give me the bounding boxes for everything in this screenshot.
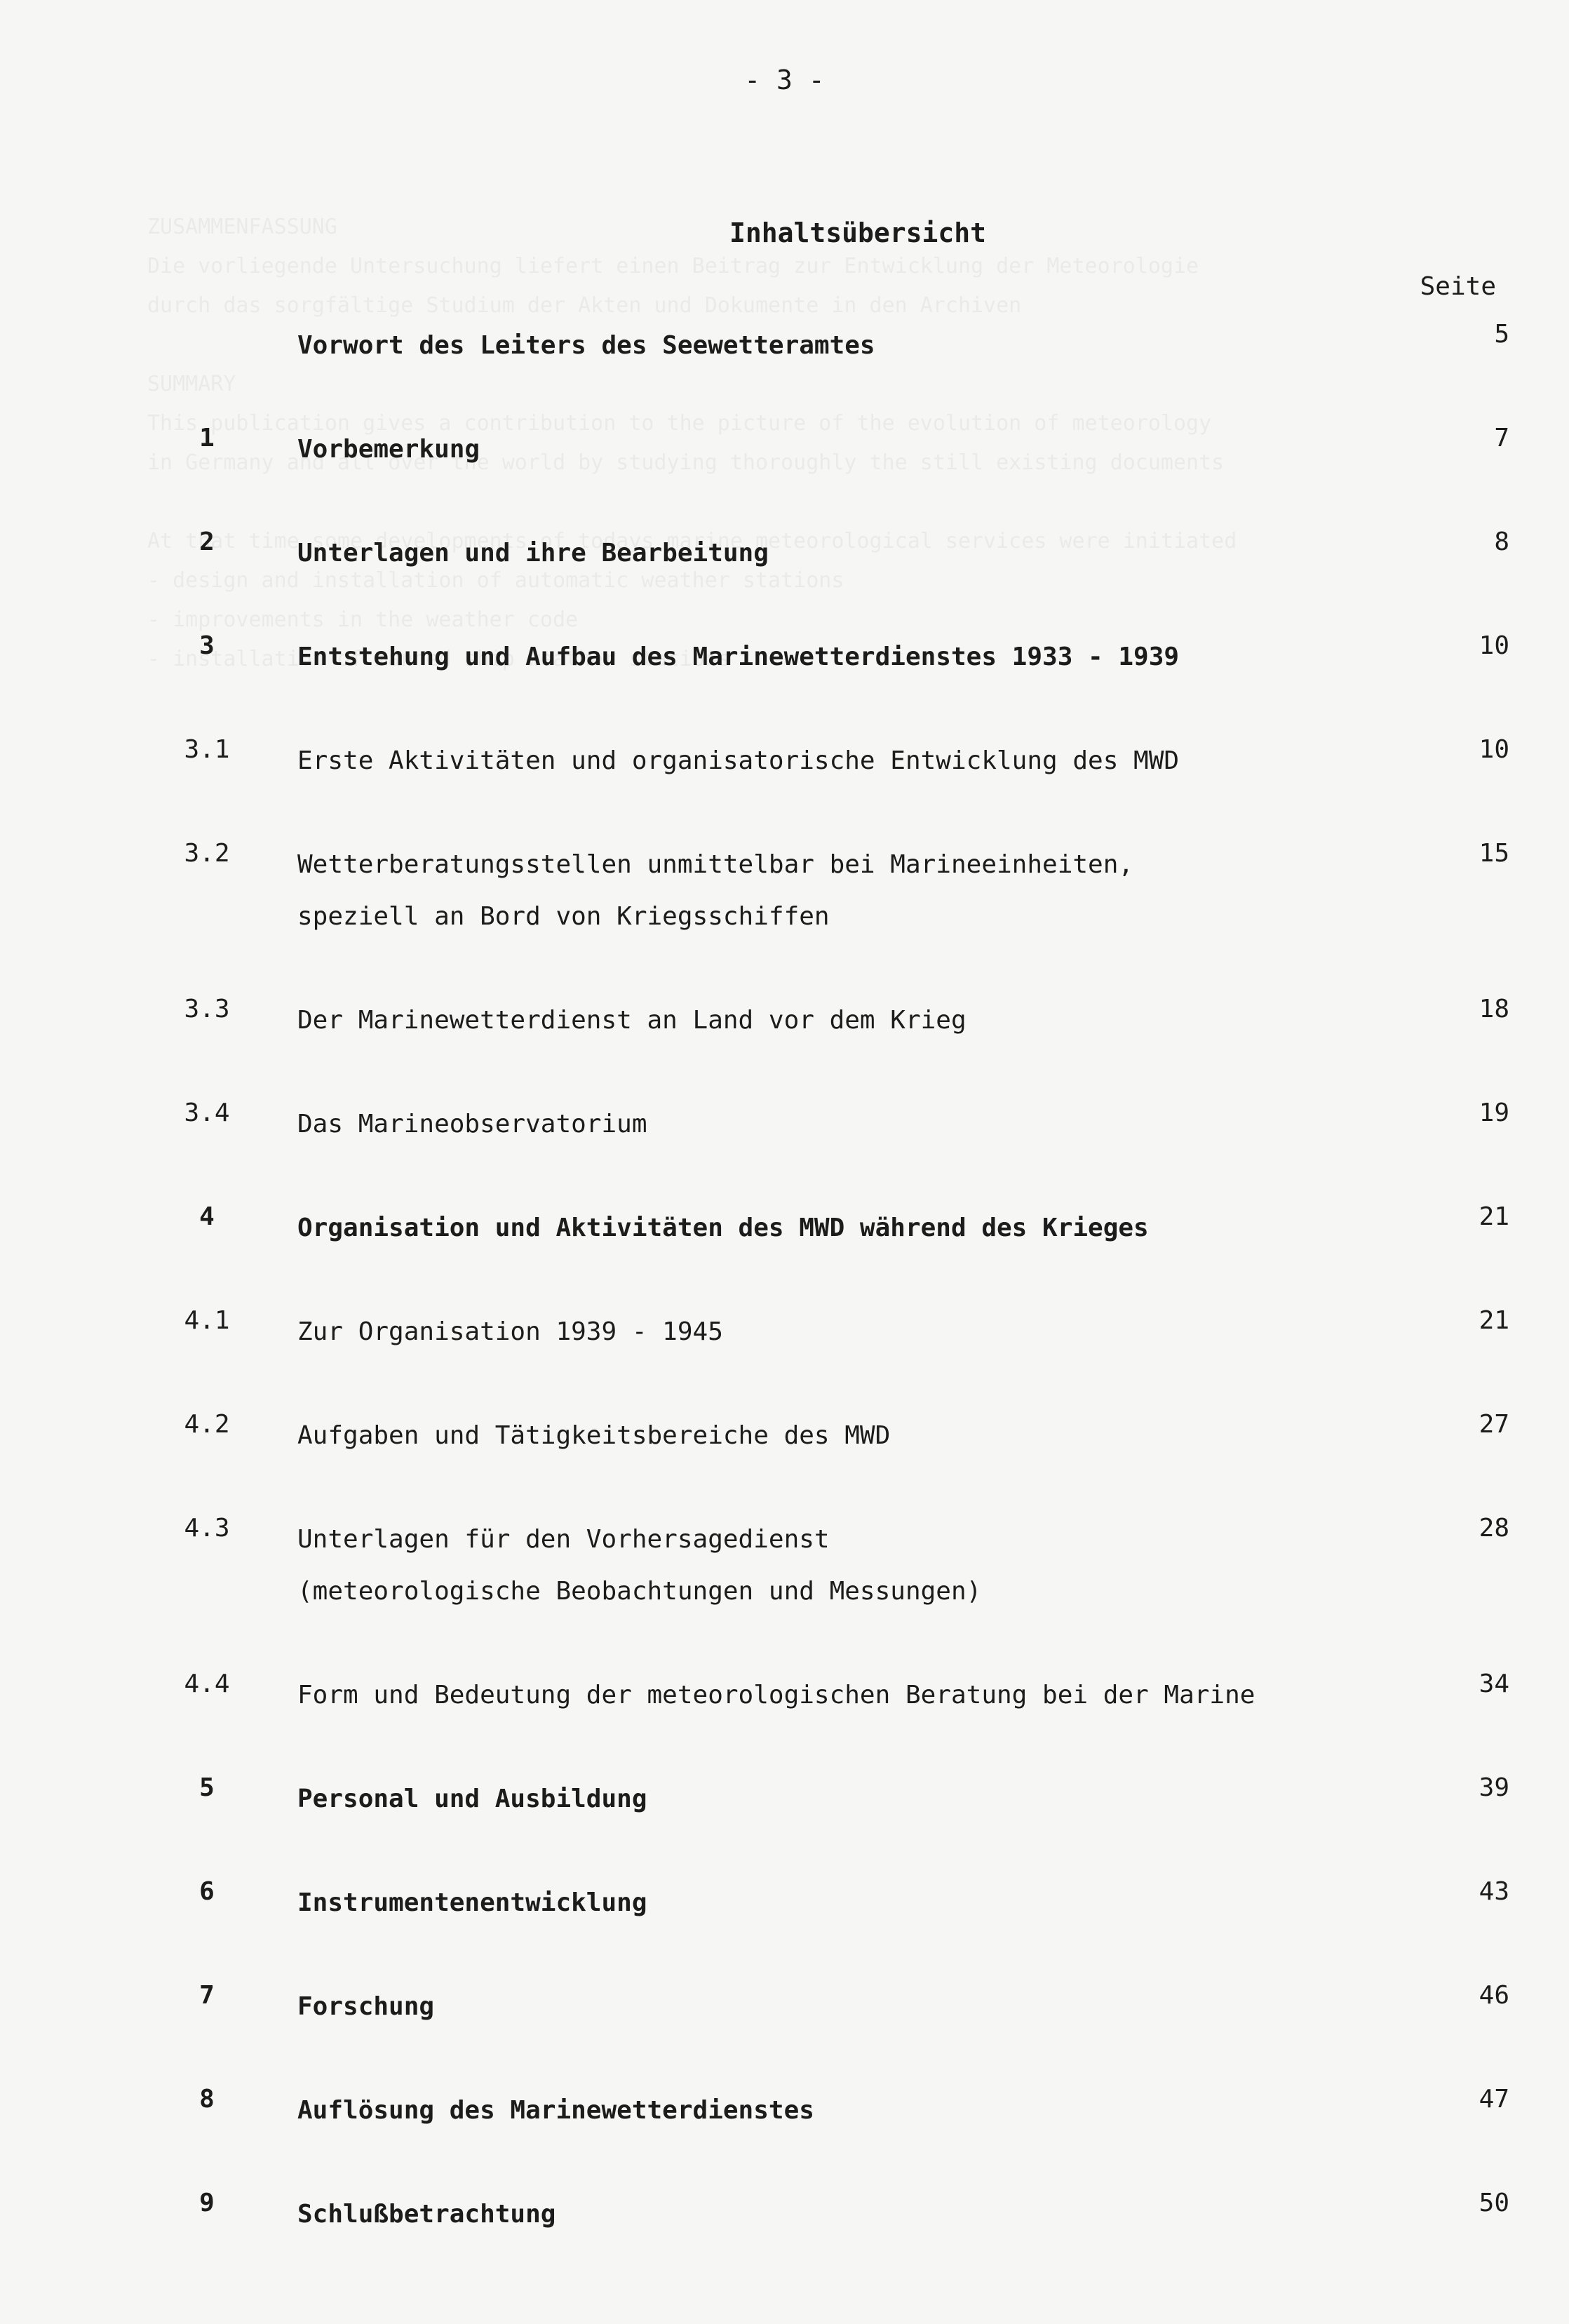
toc-entry-number: 8: [199, 2085, 215, 2114]
toc-entry-page: 7: [1494, 424, 1509, 452]
toc-entry-title-line: Schlußbetrachtung: [297, 2200, 556, 2229]
toc-entry-title: [297, 839, 1420, 943]
toc-entry-page: 10: [1479, 735, 1509, 764]
toc-entry-title: [297, 1877, 1420, 1929]
toc-entry-number: 4: [199, 1202, 215, 1231]
toc-entry-number: 1: [199, 424, 215, 452]
toc-entry-page: 10: [1479, 631, 1509, 660]
toc-entry-title: [297, 424, 1420, 476]
toc-entry-number: 6: [199, 1877, 215, 1906]
toc-entry-page: 28: [1479, 1514, 1509, 1543]
toc-entry-number: 4.3: [184, 1514, 230, 1543]
toc-entry-number: 5: [199, 1773, 215, 1802]
toc-entry-title: [297, 631, 1420, 683]
toc-entry-page: 27: [1479, 1410, 1509, 1439]
toc-entry-page: 21: [1479, 1202, 1509, 1231]
toc-entry-title-line: Wetterberatungsstellen unmittelbar bei Marineeinheiten,: [297, 850, 1134, 879]
toc-entry-title-line: Das Marineobservatorium: [297, 1110, 647, 1139]
toc-entry-number: 4.2: [184, 1410, 230, 1439]
toc-entry-page: 43: [1479, 1877, 1509, 1906]
page-title: Inhaltsübersicht: [729, 217, 987, 248]
toc-entry-title-line: Erste Aktivitäten und organisatorische Entwicklung des MWD: [297, 746, 1180, 775]
toc-entry-number: 9: [199, 2189, 215, 2217]
toc-entry-title-line: Vorwort des Leiters des Seewetteramtes: [297, 331, 875, 360]
toc-entry-title-line: Personal und Ausbildung: [297, 1785, 647, 1813]
toc-entry-number: 7: [199, 1981, 215, 2010]
toc-entry-title: [297, 995, 1420, 1047]
toc-entry-title: [297, 528, 1420, 579]
toc-entry-title-line: Auflösung des Marinewetterdienstes: [297, 2096, 814, 2125]
toc-entry-title: [297, 1099, 1420, 1150]
toc-entry-title: [297, 2085, 1420, 2137]
toc-entry-number: 4.1: [184, 1306, 230, 1335]
toc-entry-page: 46: [1479, 1981, 1509, 2010]
toc-entry-number: 4.4: [184, 1670, 230, 1698]
toc-entry-title-line: Unterlagen und ihre Bearbeitung: [297, 539, 769, 567]
toc-entry-page: 19: [1479, 1099, 1509, 1127]
toc-entry-title: [297, 320, 1420, 372]
toc-entry-title: [297, 1773, 1420, 1825]
toc-entry-title-line: Form und Bedeutung der meteorologischen Beratung bei der Marine: [297, 1681, 1255, 1710]
toc-entry-number: 3.4: [184, 1099, 230, 1127]
toc-entry-number: 3.3: [184, 995, 230, 1023]
toc-entry-title-line: Instrumentenentwicklung: [297, 1888, 647, 1917]
toc-entry-title-line: speziell an Bord von Kriegsschiffen: [297, 902, 830, 931]
toc-entry-title: [297, 1202, 1420, 1254]
toc-entry-number: 2: [199, 528, 215, 556]
toc-entry-page: 18: [1479, 995, 1509, 1023]
toc-entry-title: [297, 1306, 1420, 1358]
toc-entry-number: 3: [199, 631, 215, 660]
toc-entry-title: [297, 1514, 1420, 1618]
toc-entry-page: 47: [1479, 2085, 1509, 2114]
toc-entry-number: 3.2: [184, 839, 230, 868]
toc-entry-title: [297, 1410, 1420, 1462]
toc-entry-page: 5: [1494, 320, 1509, 349]
toc-entry-page: 8: [1494, 528, 1509, 556]
toc-entry-title: [297, 1981, 1420, 2033]
toc-entry-page: 39: [1479, 1773, 1509, 1802]
toc-entry-title-line: Forschung: [297, 1992, 435, 2021]
toc-entry-number: 3.1: [184, 735, 230, 764]
toc-entry-title-line: Zur Organisation 1939 - 1945: [297, 1317, 723, 1346]
toc-entry-title: [297, 1670, 1420, 1721]
toc-entry-title: [297, 735, 1420, 787]
toc-entry-title-line: Vorbemerkung: [297, 435, 480, 464]
toc-entry-page: 50: [1479, 2189, 1509, 2217]
toc-entry-page: 21: [1479, 1306, 1509, 1335]
toc-entry-title-line: Aufgaben und Tätigkeitsbereiche des MWD: [297, 1421, 891, 1450]
toc-entry-title-line: Der Marinewetterdienst an Land vor dem Krieg: [297, 1006, 967, 1035]
toc-entry-title: [297, 2189, 1420, 2241]
toc-entry-title-line: Entstehung und Aufbau des Marinewetterdienstes 1933 - 1939: [297, 643, 1180, 671]
toc-entry-title-line: (meteorologische Beobachtungen und Messungen): [297, 1577, 982, 1606]
toc-entry-page: 34: [1479, 1670, 1509, 1698]
toc-entry-title-line: Organisation und Aktivitäten des MWD während des Krieges: [297, 1214, 1149, 1242]
page-number: - 3 -: [744, 65, 825, 95]
toc-entry-title-line: Unterlagen für den Vorhersagedienst: [297, 1525, 830, 1554]
page-column-label: Seite: [1420, 272, 1496, 301]
toc-entry-page: 15: [1479, 839, 1509, 868]
